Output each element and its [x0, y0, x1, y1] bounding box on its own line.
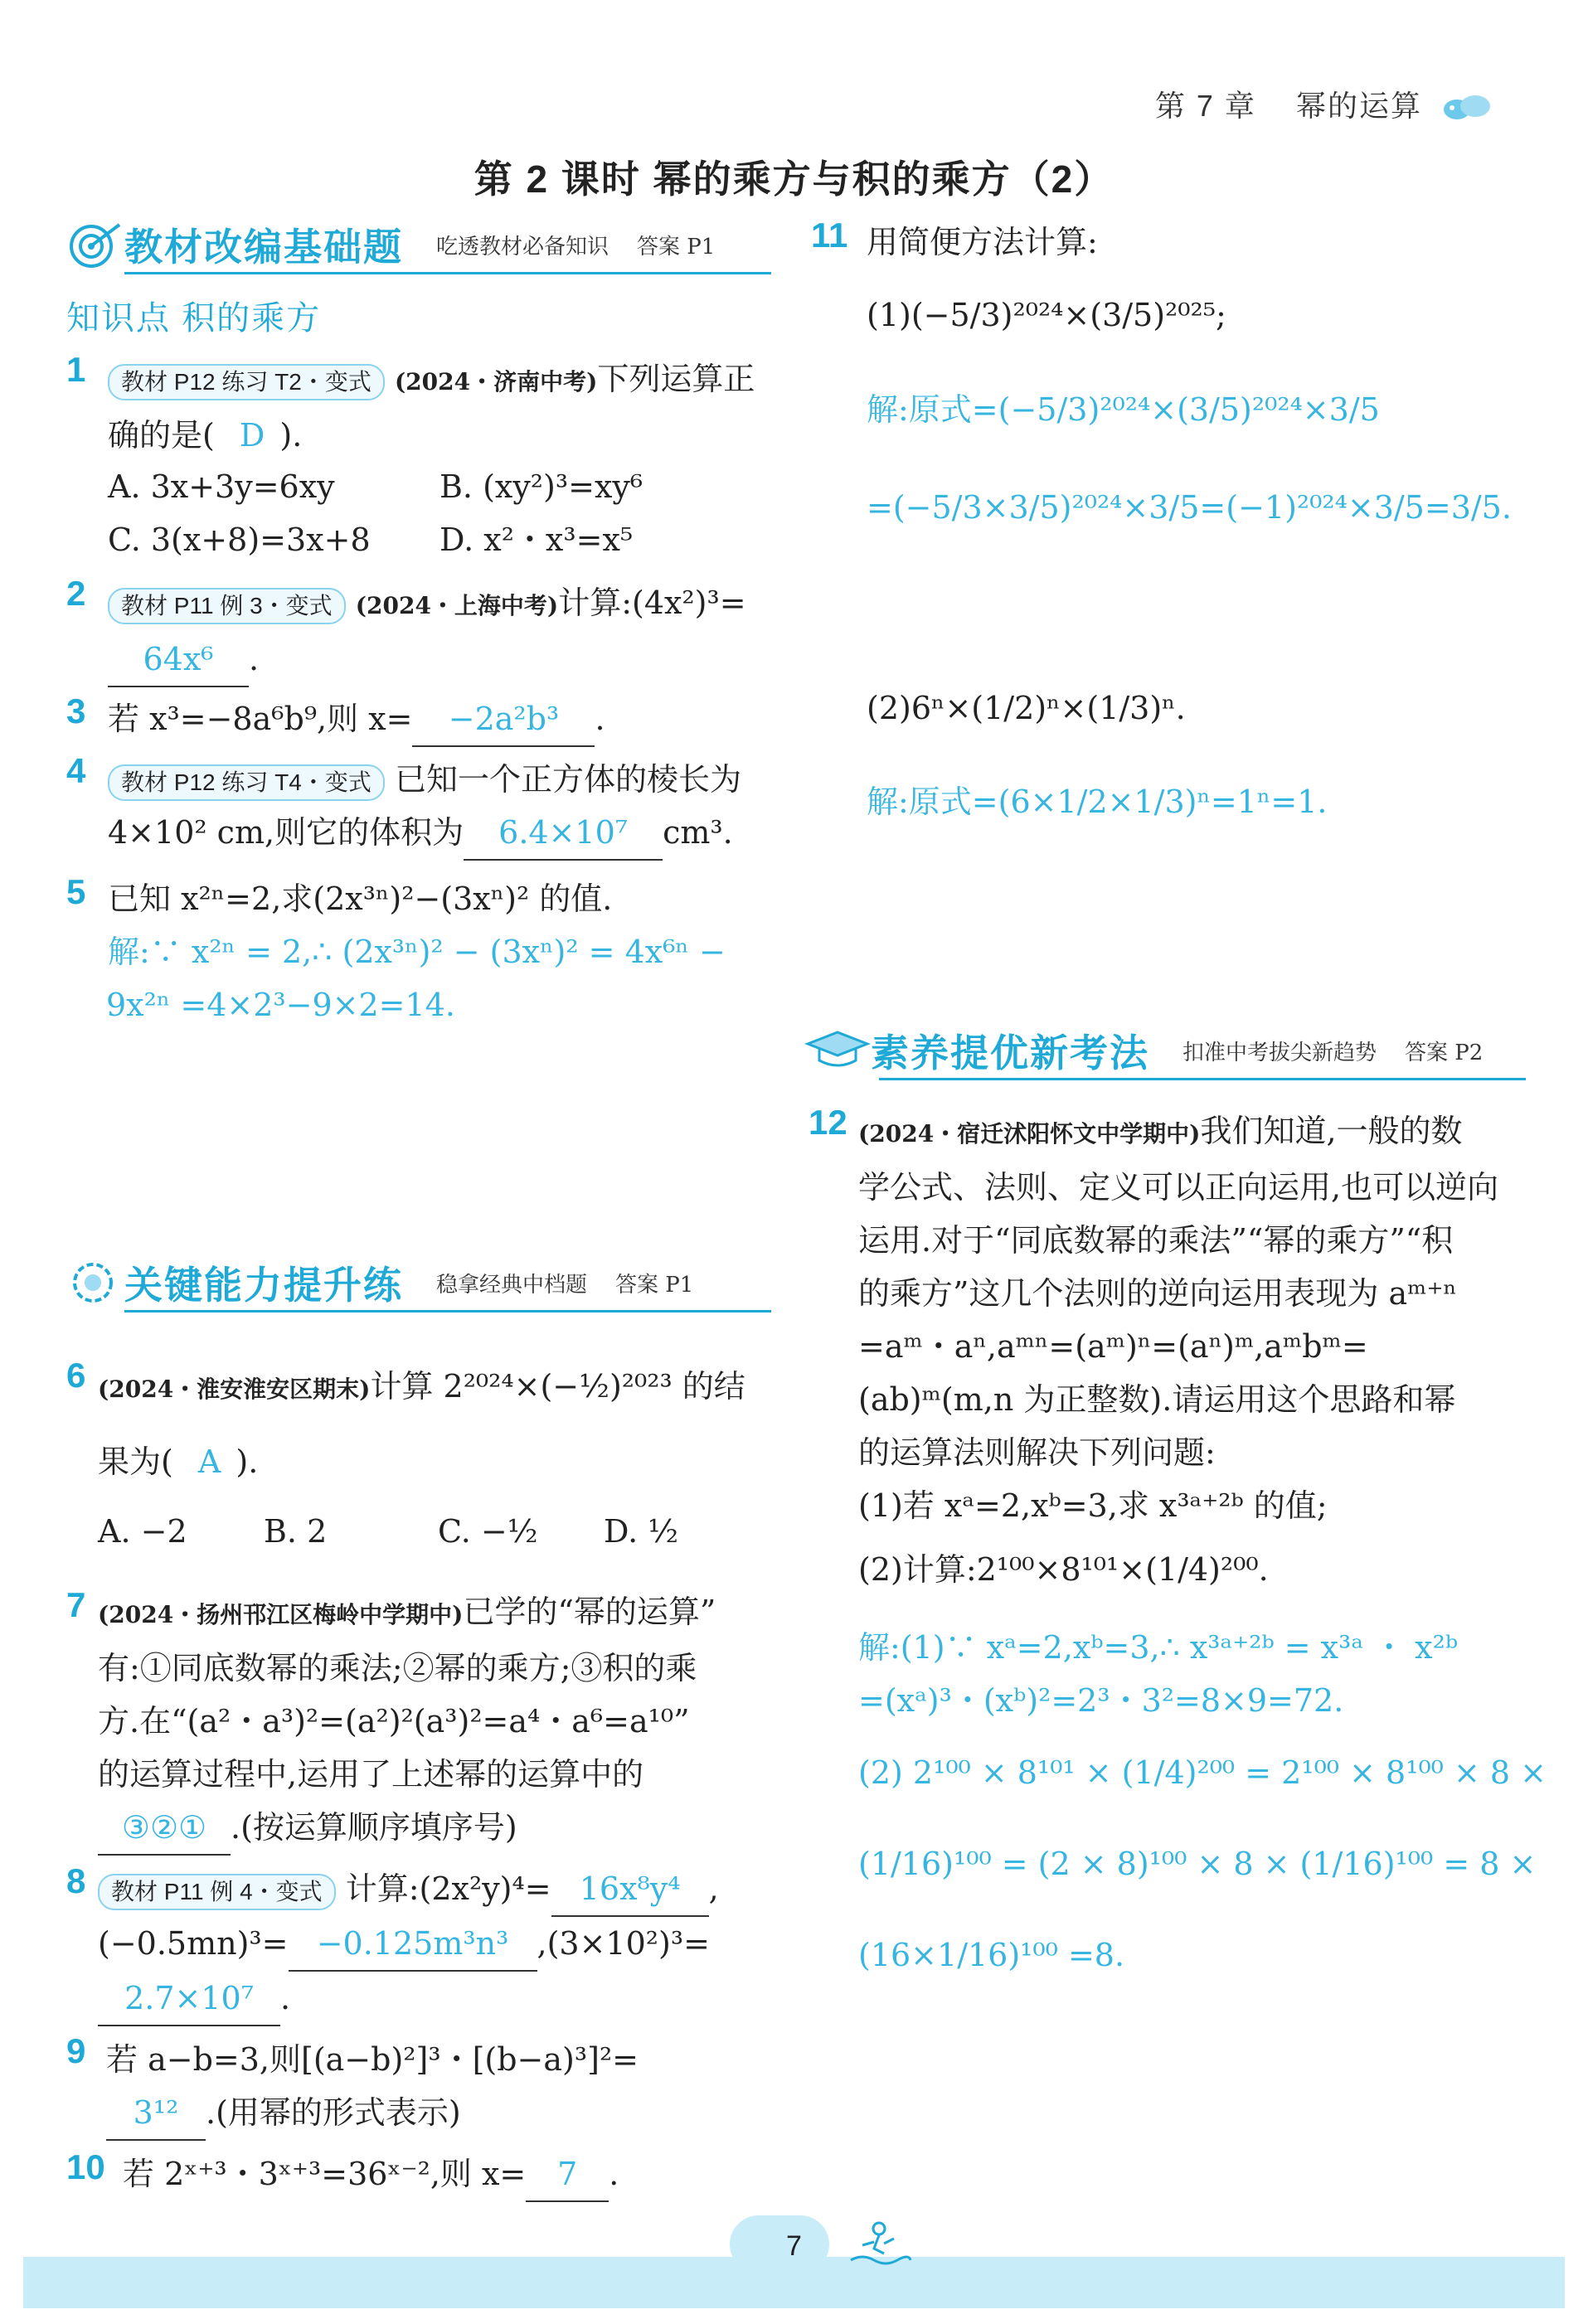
question-2: [108, 576, 788, 687]
solution-line-1: 解:(1)∵ xᵃ=2,xᵇ=3,∴ x³ᵃ⁺²ᵇ = x³ᵃ ・ x²ᵇ: [858, 1629, 1459, 1666]
instruction: .(用幂的形式表示): [206, 2094, 461, 2131]
question-stem: 用简便方法计算:: [867, 224, 1098, 260]
source: (2024・淮安淮安区期末): [98, 1375, 371, 1403]
answer: A: [197, 1443, 221, 1480]
answer-blank: −2a²b³: [412, 692, 595, 747]
q11-part-1: (1)(−5/3)²⁰²⁴×(3/5)²⁰²⁵;: [867, 297, 1226, 333]
question-number: 4: [66, 751, 86, 790]
solution-line-1: 解:∵ x²ⁿ = 2,∴ (2x³ⁿ)² − (3xⁿ)² = 4x⁶ⁿ −: [108, 934, 726, 970]
paren-close: ).: [236, 1443, 259, 1480]
answer-blank: 7: [526, 2147, 609, 2202]
section-ability-header: [66, 1254, 771, 1312]
question-stem: 若 a−b=3,则[(a−b)²]³・[(b−a)³]²=: [106, 2041, 639, 2078]
question-number: 10: [66, 2147, 105, 2186]
question-7: [98, 1585, 778, 1856]
source: (2024・济南中考): [394, 368, 598, 395]
option-d: D. ½: [604, 1513, 679, 1550]
question-stem-cont: 4×10² cm,则它的体积为: [108, 814, 464, 851]
answer-blank: 64x⁶: [108, 633, 249, 687]
chapter-number: 第 7 章: [1154, 89, 1256, 123]
question-number: 7: [66, 1585, 86, 1624]
question-line-6: (ab)ᵐ(m,n 为正整数).请运用这个思路和幂: [858, 1381, 1456, 1418]
section-divider: [124, 1310, 771, 1312]
instruction: .(按运算顺序填序号): [231, 1809, 517, 1846]
section-advanced-header: [804, 1021, 1526, 1080]
question-number: 5: [66, 872, 86, 911]
unit: cm³.: [663, 814, 733, 851]
answer-blank: ③②①: [98, 1801, 231, 1856]
question-stem: 计算:(2x²y)⁴=: [345, 1870, 551, 1907]
question-stem: 计算 2²⁰²⁴×(−½)²⁰²³ 的结: [370, 1368, 745, 1405]
gear-bulb-icon: [66, 1258, 124, 1308]
answer-ref: 答案 P2: [1405, 1040, 1484, 1065]
option-b: B. 2: [264, 1513, 328, 1550]
section-basic-header: [66, 216, 771, 274]
textbook-tag: 教材 P11 例 3・变式: [108, 588, 346, 624]
question-stem: 已知一个正方体的棱长为: [394, 761, 741, 798]
section-subtitle: 扣准中考拔尖新趋势: [1183, 1040, 1377, 1065]
answer-blank-1: 16x⁸y⁴: [551, 1862, 709, 1917]
solution-line-4: (1/16)¹⁰⁰ = (2 × 8)¹⁰⁰ × 8 × (1/16)¹⁰⁰ = 8 ×: [858, 1846, 1537, 1882]
question-number: 2: [66, 574, 86, 613]
question-line-4: 的乘方”这几个法则的逆向运用表现为 aᵐ⁺ⁿ: [858, 1275, 1457, 1312]
question-part-3: ,(3×10²)³=: [537, 1925, 710, 1962]
source: (2024・上海中考): [355, 592, 559, 619]
question-line-7: 的运算法则解决下列问题:: [858, 1434, 1216, 1471]
answer-blank-3: 2.7×10⁷: [98, 1972, 280, 2026]
question-8: 教材 P11 例 4・变式 计算:(2x²y)⁴= 16x⁸y⁴ , (−0.5mn)³= −0.125m³n³ ,(3×10²)³= 2.7×10⁷ .: [98, 1862, 778, 2026]
section-name: 教材改编基础题: [124, 226, 403, 269]
answer-ref: 答案 P1: [637, 234, 716, 260]
solution-line-5: (16×1/16)¹⁰⁰ =8.: [858, 1937, 1125, 1973]
question-number: 9: [66, 2031, 86, 2070]
question-9: [106, 2033, 786, 2141]
question-stem: 已学的“幂的运算”: [463, 1594, 716, 1630]
period: .: [595, 701, 605, 737]
answer-blank: 3¹²: [106, 2086, 206, 2141]
question-number: 1: [66, 350, 86, 389]
question-stem-cont: 确的是(: [108, 417, 215, 454]
question-number: 12: [809, 1103, 847, 1142]
question-4: [108, 753, 788, 861]
section-divider: [879, 1078, 1526, 1080]
question-line-5: =aᵐ・aⁿ,aᵐⁿ=(aᵐ)ⁿ=(aⁿ)ᵐ,aᵐbᵐ=: [858, 1328, 1368, 1365]
answer-ref: 答案 P1: [615, 1272, 694, 1298]
question-line-4: 的运算过程中,运用了上述幂的运算中的: [98, 1756, 644, 1793]
cloud-icon: [1439, 93, 1497, 123]
answer-blank-2: −0.125m³n³: [289, 1917, 537, 1972]
option-d: D. x²・x³=x⁵: [439, 522, 634, 558]
section-subtitle: 吃透教材必备知识: [436, 234, 609, 260]
section-name: 关键能力提升练: [124, 1264, 403, 1307]
section-divider: [124, 272, 771, 274]
question-number: 11: [811, 216, 848, 255]
question-number: 8: [66, 1861, 86, 1900]
q11-solution-2: 解:原式=(6×1/2×1/3)ⁿ=1ⁿ=1.: [867, 784, 1328, 820]
question-stem: 已知 x²ⁿ=2,求(2x³ⁿ)²−(3xⁿ)² 的值.: [108, 881, 613, 917]
question-number: 3: [66, 691, 86, 730]
q11-solution-1b: =(−5/3×3/5)²⁰²⁴×3/5=(−1)²⁰²⁴×3/5=3/5.: [867, 489, 1512, 526]
question-stem-cont: 果为(: [98, 1443, 173, 1480]
q11-solution-1a: 解:原式=(−5/3)²⁰²⁴×(3/5)²⁰²⁴×3/5: [867, 391, 1380, 428]
paren-close: ).: [279, 417, 303, 454]
question-10: [123, 2147, 786, 2202]
question-12: [858, 1104, 1538, 1607]
question-6: [98, 1360, 778, 1507]
surfer-icon: [846, 2219, 912, 2268]
solution-line-2: 9x²ⁿ =4×2³−9×2=14.: [106, 987, 455, 1023]
question-part-2: (2)计算:2¹⁰⁰×8¹⁰¹×(1/4)²⁰⁰.: [858, 1551, 1269, 1588]
section-subtitle: 稳拿经典中档题: [436, 1272, 588, 1298]
question-part-1: (1)若 xᵃ=2,xᵇ=3,求 x³ᵃ⁺²ᵇ 的值;: [858, 1487, 1328, 1524]
option-c: C. −½: [438, 1513, 538, 1550]
question-5: [108, 872, 788, 978]
q6-options: [98, 1505, 778, 1558]
chapter-header: [1155, 83, 1497, 125]
section-name: 素养提优新考法: [871, 1031, 1149, 1075]
question-11: [867, 216, 1530, 269]
question-stem: 下列运算正: [597, 361, 755, 397]
period: .: [609, 2156, 619, 2192]
period: .: [249, 641, 260, 677]
textbook-tag: 教材 P11 例 4・变式: [98, 1874, 336, 1910]
question-1: [108, 352, 788, 462]
question-line-2: 有:①同底数幂的乘法;②幂的乘方;③积的乘: [98, 1650, 697, 1686]
question-number: 6: [66, 1356, 86, 1395]
source: (2024・扬州邗江区梅岭中学期中): [98, 1601, 464, 1628]
question-line-3: 运用.对于“同底数幂的乘法”“幂的乘方”“积: [858, 1222, 1454, 1259]
period: .: [280, 1980, 291, 2016]
lesson-title: 第 2 课时 幂的乘方与积的乘方（2）: [473, 158, 1115, 201]
question-part-2: (−0.5mn)³=: [98, 1925, 289, 1962]
solution-line-2: =(xᵃ)³・(xᵇ)²=2³・3²=8×9=72.: [858, 1682, 1344, 1719]
q1-options: [108, 460, 788, 566]
option-a: A. −2: [98, 1513, 187, 1550]
question-stem: 若 x³=−8a⁶b⁹,则 x=: [108, 701, 413, 737]
option-a: A. 3x+3y=6xy: [108, 468, 335, 505]
question-stem: 若 2ˣ⁺³・3ˣ⁺³=36ˣ⁻²,则 x=: [123, 2156, 527, 2192]
knowledge-point: 知识点 积的乘方: [66, 300, 322, 337]
question-line-1: 我们知道,一般的数: [1200, 1113, 1463, 1149]
q11-part-2: (2)6ⁿ×(1/2)ⁿ×(1/3)ⁿ.: [867, 690, 1186, 726]
option-b: B. (xy²)³=xy⁶: [439, 468, 643, 505]
chapter-title: 幂的运算: [1295, 89, 1422, 123]
source: (2024・宿迁沭阳怀文中学期中): [858, 1120, 1201, 1147]
target-icon: [66, 220, 124, 269]
question-line-2: 学公式、法则、定义可以正向运用,也可以逆向: [858, 1169, 1499, 1206]
answer: D: [239, 417, 265, 454]
q12-solution: [858, 1621, 1547, 2001]
option-c: C. 3(x+8)=3x+8: [108, 522, 371, 558]
textbook-tag: 教材 P12 练习 T4・变式: [108, 764, 385, 801]
graduation-cap-icon: [804, 1026, 871, 1075]
question-stem: 计算:(4x²)³=: [558, 585, 746, 621]
textbook-tag: 教材 P12 练习 T2・变式: [108, 364, 385, 400]
solution-line-3: (2) 2¹⁰⁰ × 8¹⁰¹ × (1/4)²⁰⁰ = 2¹⁰⁰ × 8¹⁰⁰ × 8 ×: [858, 1754, 1547, 1791]
page-number: 7: [786, 2230, 802, 2262]
answer-blank: 6.4×10⁷: [464, 806, 663, 861]
question-line-3: 方.在“(a²・a³)²=(a²)²(a³)²=a⁴・a⁶=a¹⁰”: [98, 1703, 690, 1739]
question-3: [108, 692, 788, 747]
